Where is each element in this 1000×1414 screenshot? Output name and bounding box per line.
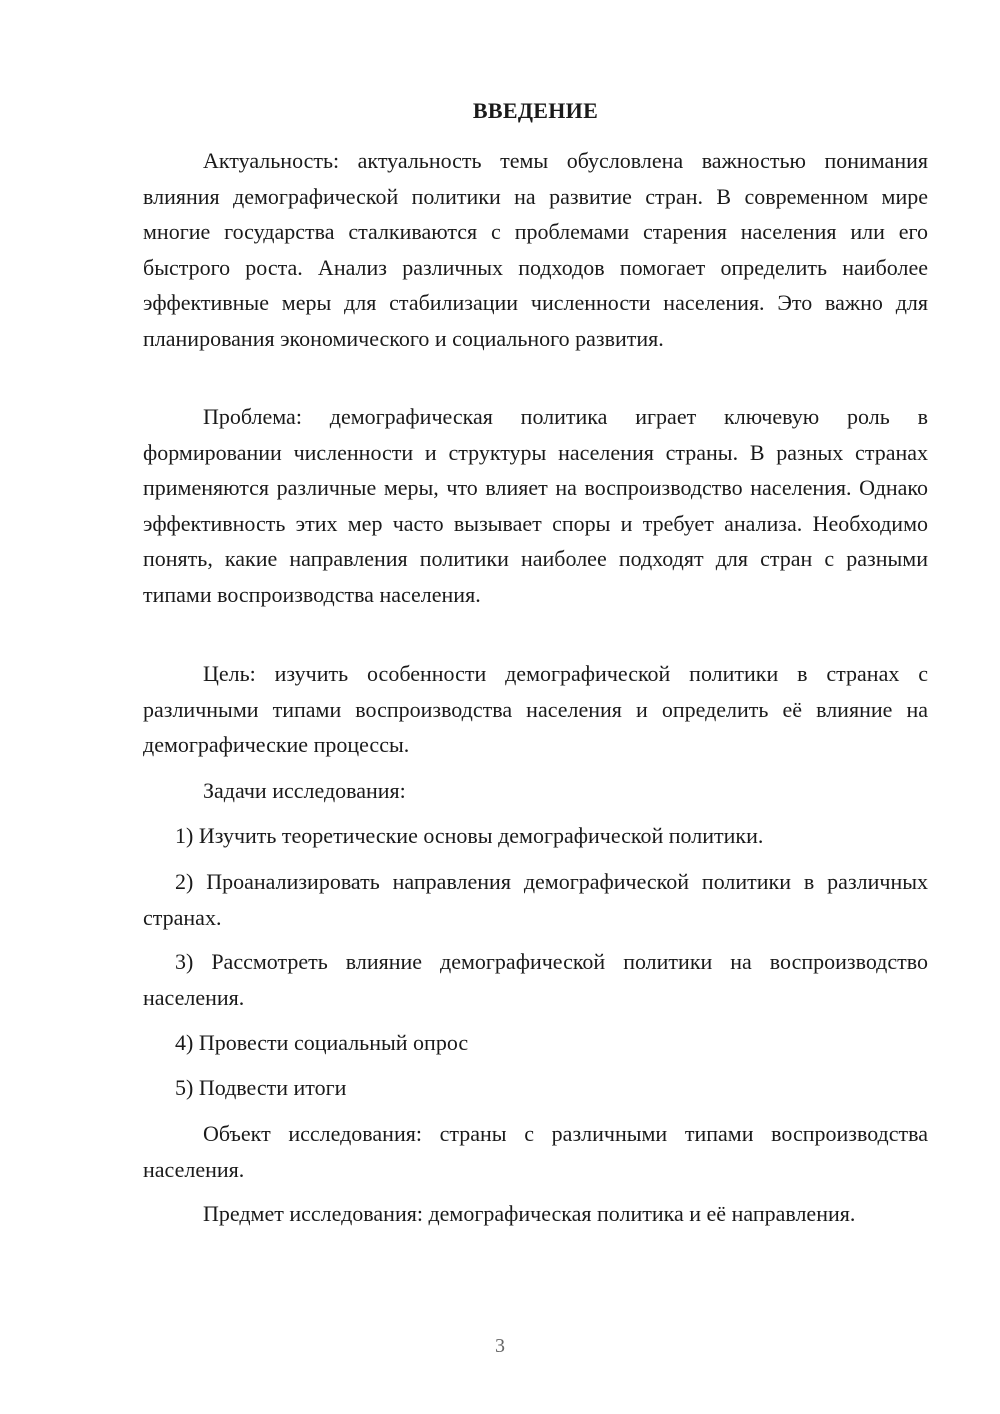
tasks-heading: Задачи исследования: [203,778,406,803]
task-item-5: 5) Подвести итоги [175,1075,347,1100]
task-item-1: 1) Изучить теоретические основы демографической политики. [175,823,764,848]
paragraph-relevance: Актуальность: актуальность темы обусловлена важностью понимания влияния демографической политики на развитие стран. В современном мире многие государства сталкиваются с проблемами старения населения или его быстрого роста. Анализ различных подходов помогает определить наиболее эффективные меры для стабилизации численности населения. Это важно для планирования экономического и социального развития. [143,148,928,351]
paragraph-goal: Цель: изучить особенности демографической политики в странах с различными типами воспроизводства населения и определить её влияние на демографические процессы. [143,661,928,757]
task-item-3: 3) Рассмотреть влияние демографической политики на воспроизводство населения. [143,949,928,1010]
paragraph-problem: Проблема: демографическая политика играет ключевую роль в формировании численности и структуры населения страны. В разных странах применяются различные меры, что влияет на воспроизводство населения. Однако эффективность этих мер часто вызывает споры и требует анализа. Необходимо понять, какие направления политики наиболее подходят для стран с разными типами воспроизводства населения. [143,404,928,607]
paragraph-subject: Предмет исследования: демографическая политика и её направления. [203,1201,856,1226]
paragraph-object: Объект исследования: страны с различными типами воспроизводства населения. [143,1121,928,1182]
task-item-2: 2) Проанализировать направления демографической политики в различных странах. [143,869,928,930]
task-item-4: 4) Провести социальный опрос [175,1030,469,1055]
page-number: 3 [495,1335,505,1357]
page-title: ВВЕДЕНИЕ [472,98,599,123]
